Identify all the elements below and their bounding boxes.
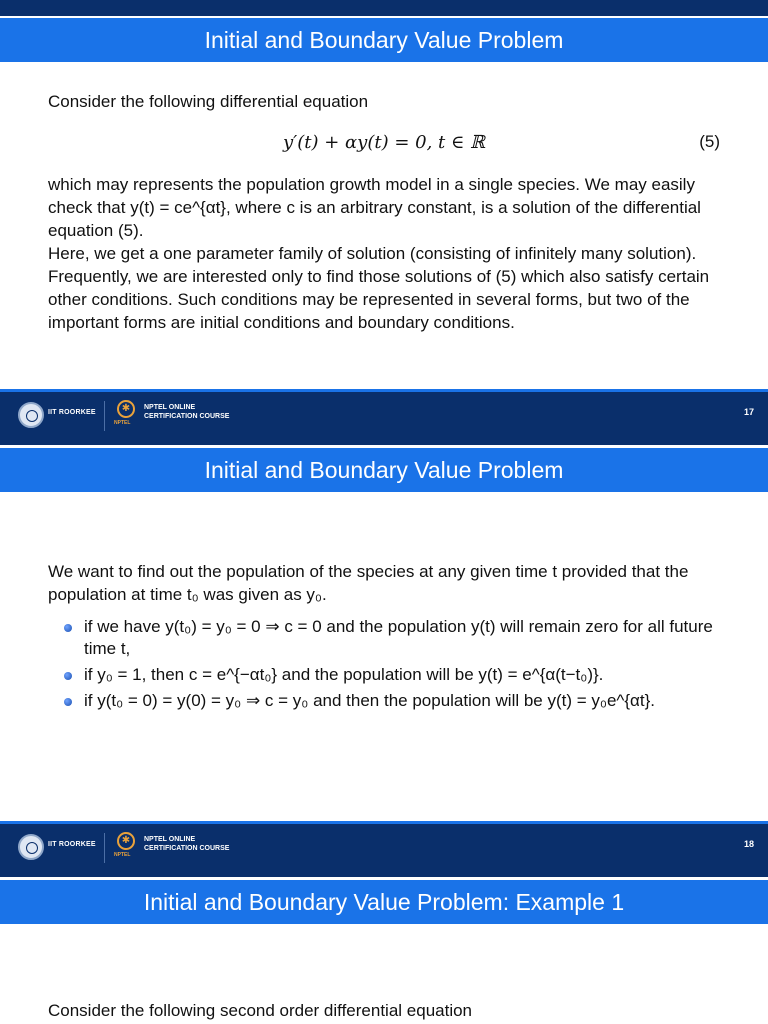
list-item bbox=[64, 664, 724, 686]
intro-text: We want to find out the population of the species at any given time t provided that the population at time t₀ was given as y₀. bbox=[48, 562, 689, 604]
body-paragraph: Here, we get a one parameter family of solution (consisting of infinitely many solution). Frequently, we are interested only to find those solutions of (5) which also satisfy certain other conditions. Such conditions may be represented in several forms, but two of the important forms are initial conditions and boundary conditions. bbox=[48, 244, 710, 332]
slide-footer bbox=[0, 389, 768, 445]
institution-name: IIT ROORKEE bbox=[48, 841, 96, 848]
equation-number: (5) bbox=[699, 132, 720, 151]
equation: y′(t) + αy(t) = 0, t ∈ ℝ bbox=[282, 132, 486, 153]
bullet-icon bbox=[64, 624, 72, 632]
course-line: NPTEL ONLINE bbox=[144, 404, 196, 411]
slide-footer bbox=[0, 821, 768, 877]
intro-text: Consider the following second order differential equation bbox=[48, 1001, 473, 1020]
course-name bbox=[144, 835, 229, 853]
iit-roorkee-logo bbox=[18, 402, 44, 428]
footer-divider bbox=[104, 401, 105, 431]
course-line: CERTIFICATION COURSE bbox=[144, 845, 230, 852]
slide-title: Initial and Boundary Value Problem bbox=[0, 18, 768, 62]
body-paragraph: which may represents the population growth model in a single species. We may easily check that y(t) = ce^{αt}, where c is an arbitrary constant, is a solution of the differential equation (5). bbox=[48, 175, 701, 240]
nptel-logo-label: NPTEL bbox=[114, 852, 131, 858]
course-line: CERTIFICATION COURSE bbox=[144, 413, 230, 420]
footer-edge bbox=[0, 821, 768, 824]
list-item-text: if y₀ = 1, then c = e^{−αt₀} and the population will be y(t) = e^{α(t−t₀)}. bbox=[84, 665, 604, 684]
nptel-logo-icon: ✱ bbox=[117, 400, 135, 418]
course-line: NPTEL ONLINE bbox=[144, 836, 196, 843]
nptel-logo-icon: ✱ bbox=[117, 832, 135, 850]
page-number: 17 bbox=[743, 407, 754, 417]
bullet-list bbox=[64, 616, 724, 716]
bullet-icon bbox=[64, 672, 72, 680]
slide-title: Initial and Boundary Value Problem: Example 1 bbox=[0, 880, 768, 924]
nptel-logo-label: NPTEL bbox=[114, 420, 131, 426]
course-name bbox=[144, 403, 229, 421]
list-item bbox=[64, 616, 724, 660]
page-number: 18 bbox=[743, 839, 754, 849]
list-item-text: if we have y(t₀) = y₀ = 0 ⇒ c = 0 and the population y(t) will remain zero for all future time t, bbox=[84, 617, 713, 658]
bullet-icon bbox=[64, 698, 72, 706]
equation-block bbox=[48, 132, 720, 156]
intro-text: Consider the following differential equation bbox=[48, 92, 369, 111]
footer-edge bbox=[0, 389, 768, 392]
list-item bbox=[64, 690, 724, 712]
iit-roorkee-logo bbox=[18, 834, 44, 860]
slide-title: Initial and Boundary Value Problem bbox=[0, 448, 768, 492]
top-strip bbox=[0, 0, 768, 16]
institution-name: IIT ROORKEE bbox=[48, 409, 96, 416]
footer-divider bbox=[104, 833, 105, 863]
list-item-text: if y(t₀ = 0) = y(0) = y₀ ⇒ c = y₀ and then the population will be y(t) = y₀e^{αt}. bbox=[84, 691, 656, 710]
